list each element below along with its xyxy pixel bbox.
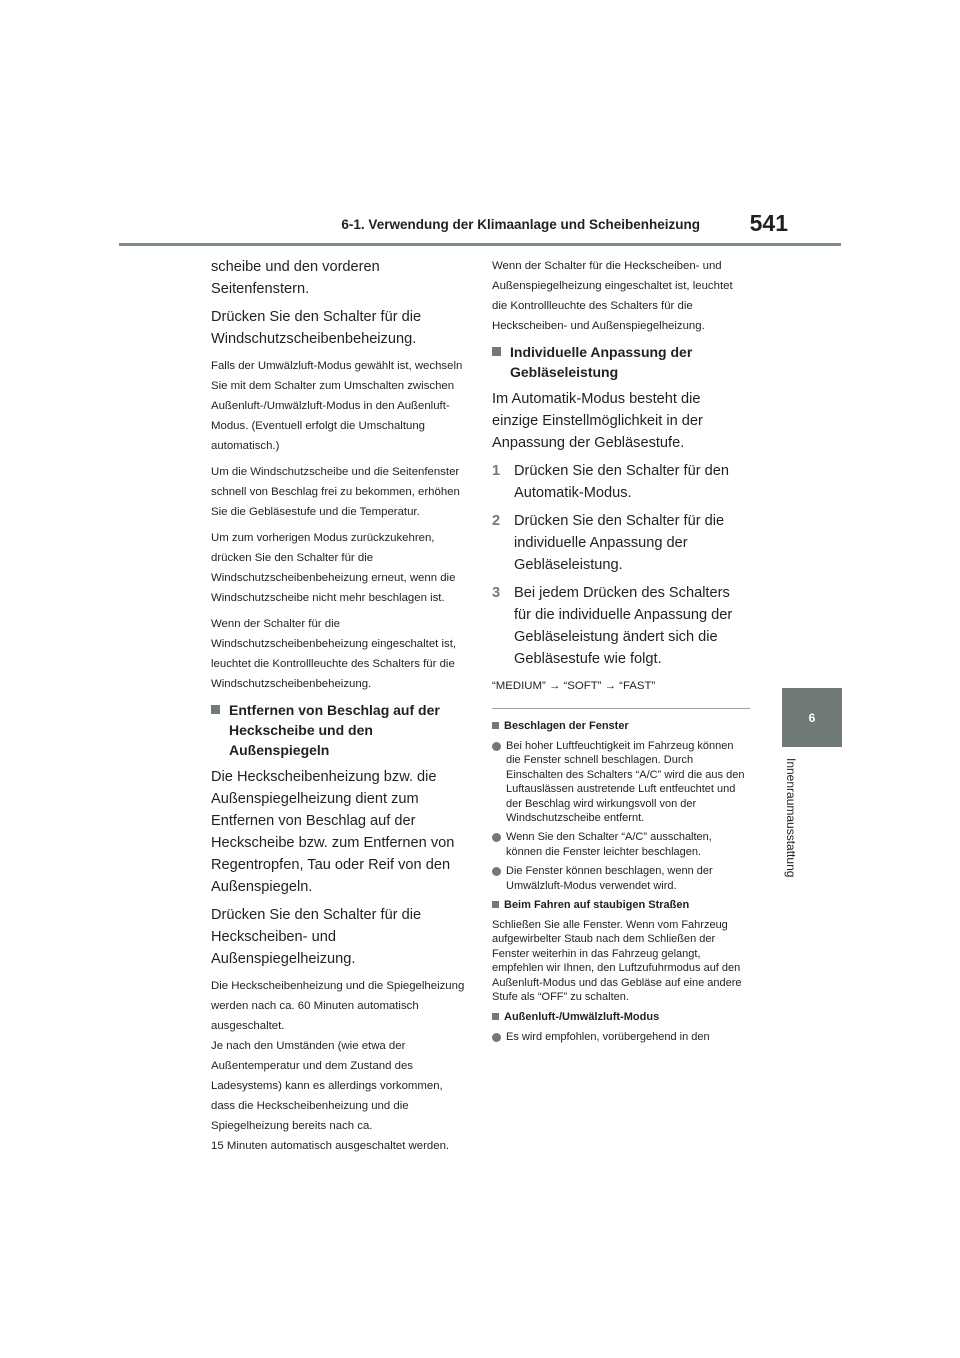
note: Um die Windschutzscheibe und die Seitenfenster schnell von Beschlag frei zu bekommen, erhöhen Sie die Gebläsestufe und die Temperatur. bbox=[211, 466, 460, 518]
note: Wenn der Schalter für die Windschutzscheibenbeheizung eingeschaltet ist, leuchtet die Kontrollleuchte des Schalters für die Windschutzscheibenbeheizung. bbox=[211, 618, 457, 690]
note: Falls der Umwälzluft-Modus gewählt ist, wechseln Sie mit dem Schalter zum Umschalten zwischen Außenluft-/Umwälzluft-Modus in den Außenluft-Modus. (Eventuell erfolgt die Umschaltung automatisch.) bbox=[211, 360, 463, 452]
step-number: 1 bbox=[492, 463, 501, 479]
circle-bullet-icon bbox=[492, 833, 501, 842]
heading-text: Individuelle Anpassung der Gebläseleistung bbox=[510, 344, 693, 380]
note: 15 Minuten automatisch ausgeschaltet werden. bbox=[211, 1140, 450, 1152]
paragraph: Schließen Sie alle Fenster. Wenn vom Fahrzeug aufgewirbelter Staub nach dem Schließen der Fenster weiterhin in das Fahrzeug gelangt, empfehlen wir Ihnen, den Luftzufuhrmodus auf den Außenluft-Modus und das Gebläse auf eine andere Stufe als “OFF” zu schalten. bbox=[492, 919, 742, 1004]
note: Je nach den Umständen (wie etwa der Außentemperatur und dem Zustand des Ladesystems) kann es allerdings vorkommen, dass die Heckscheibenheizung und die Spiegelheizung bereits nach ca. bbox=[211, 1040, 443, 1132]
sub-heading-text: Beim Fahren auf staubigen Straßen bbox=[504, 899, 690, 912]
left-column bbox=[211, 256, 466, 1162]
square-bullet-icon bbox=[211, 705, 220, 714]
page-number: 541 bbox=[749, 210, 788, 236]
step-text: Bei jedem Drücken des Schalters für die individuelle Anpassung der Gebläseleistung ändert sich die Gebläsestufe wie folgt. bbox=[514, 585, 733, 667]
step-text: Drücken Sie den Schalter für die individuelle Anpassung der Gebläseleistung. bbox=[514, 513, 725, 573]
step-text: Drücken Sie den Schalter für den Automatik-Modus. bbox=[514, 463, 729, 501]
square-bullet-icon bbox=[492, 347, 501, 356]
note: Die Heckscheibenheizung und die Spiegelheizung werden nach ca. 60 Minuten automatisch ausgeschaltet. bbox=[211, 980, 465, 1032]
section-heading bbox=[492, 342, 750, 382]
section-title: 6-1. Verwendung der Klimaanlage und Scheibenheizung bbox=[341, 217, 700, 232]
bullet-item bbox=[492, 830, 750, 859]
step-number: 2 bbox=[492, 513, 501, 529]
chapter-label: Innenraumausstattung bbox=[784, 758, 798, 878]
sub-heading bbox=[492, 1010, 750, 1025]
sub-heading bbox=[492, 898, 750, 913]
step-item bbox=[492, 582, 750, 670]
circle-bullet-icon bbox=[492, 742, 501, 751]
square-bullet-icon bbox=[492, 901, 499, 908]
bullet-text: Es wird empfohlen, vorübergehend in den bbox=[506, 1030, 710, 1043]
bullet-text: Bei hoher Luftfeuchtigkeit im Fahrzeug können die Fenster schnell beschlagen. Durch Einschalten des Schalters “A/C” wird die aus den Luftauslässen austretende Luft entfeuchtet und der Beschlag wird wirkungsvoll von der Windschutzscheibe entfernt. bbox=[506, 740, 745, 825]
paragraph: Die Heckscheibenheizung bzw. die Außenspiegelheizung dient zum Entfernen von Beschlag auf der Heckscheibe bzw. zum Entfernen von Regentropfen, Tau oder Reif von den Außenspiegeln. bbox=[211, 769, 455, 895]
paragraph: scheibe und den vorderen Seitenfenstern. bbox=[211, 259, 380, 297]
square-bullet-icon bbox=[492, 722, 499, 729]
bullet-text: Die Fenster können beschlagen, wenn der Umwälzluft-Modus verwendet wird. bbox=[506, 865, 713, 892]
header-divider bbox=[119, 243, 841, 246]
step-item bbox=[492, 510, 750, 576]
note: Wenn der Schalter für die Heckscheiben- und Außenspiegelheizung eingeschaltet ist, leuchtet die Kontrollleuchte des Schalters für die Heckscheiben- und Außenspiegelheizung. bbox=[492, 260, 733, 332]
sub-heading bbox=[492, 719, 750, 734]
step-item bbox=[492, 460, 750, 504]
section-divider bbox=[492, 708, 750, 709]
circle-bullet-icon bbox=[492, 867, 501, 876]
paragraph: Drücken Sie den Schalter für die Heckscheiben- und Außenspiegelheizung. bbox=[211, 907, 422, 967]
chapter-tab bbox=[782, 688, 842, 747]
section-heading bbox=[211, 700, 466, 760]
paragraph: Drücken Sie den Schalter für die Windschutzscheibenbeheizung. bbox=[211, 309, 422, 347]
square-bullet-icon bbox=[492, 1013, 499, 1020]
sequence-note: “MEDIUM” → “SOFT” → “FAST” bbox=[492, 680, 656, 692]
sub-heading-text: Außenluft-/Umwälzluft-Modus bbox=[504, 1010, 660, 1023]
sub-heading-text: Beschlagen der Fenster bbox=[504, 720, 629, 732]
bullet-text: Wenn Sie den Schalter “A/C” ausschalten, können die Fenster leichter beschlagen. bbox=[506, 831, 712, 858]
chapter-number: 6 bbox=[808, 710, 816, 725]
circle-bullet-icon bbox=[492, 1033, 501, 1042]
right-column bbox=[492, 256, 750, 1049]
note: Um zum vorherigen Modus zurückzukehren, drücken Sie den Schalter für die Windschutzscheibenbeheizung erneut, wenn die Windschutzscheibe nicht mehr beschlagen ist. bbox=[211, 532, 456, 604]
bullet-item bbox=[492, 739, 750, 825]
bullet-item bbox=[492, 1030, 750, 1044]
step-number: 3 bbox=[492, 585, 501, 601]
paragraph: Im Automatik-Modus besteht die einzige Einstellmöglichkeit in der Anpassung der Gebläsestufe. bbox=[492, 391, 703, 451]
heading-text: Entfernen von Beschlag auf der Heckscheibe und den Außenspiegeln bbox=[229, 702, 440, 758]
bullet-item bbox=[492, 864, 750, 893]
